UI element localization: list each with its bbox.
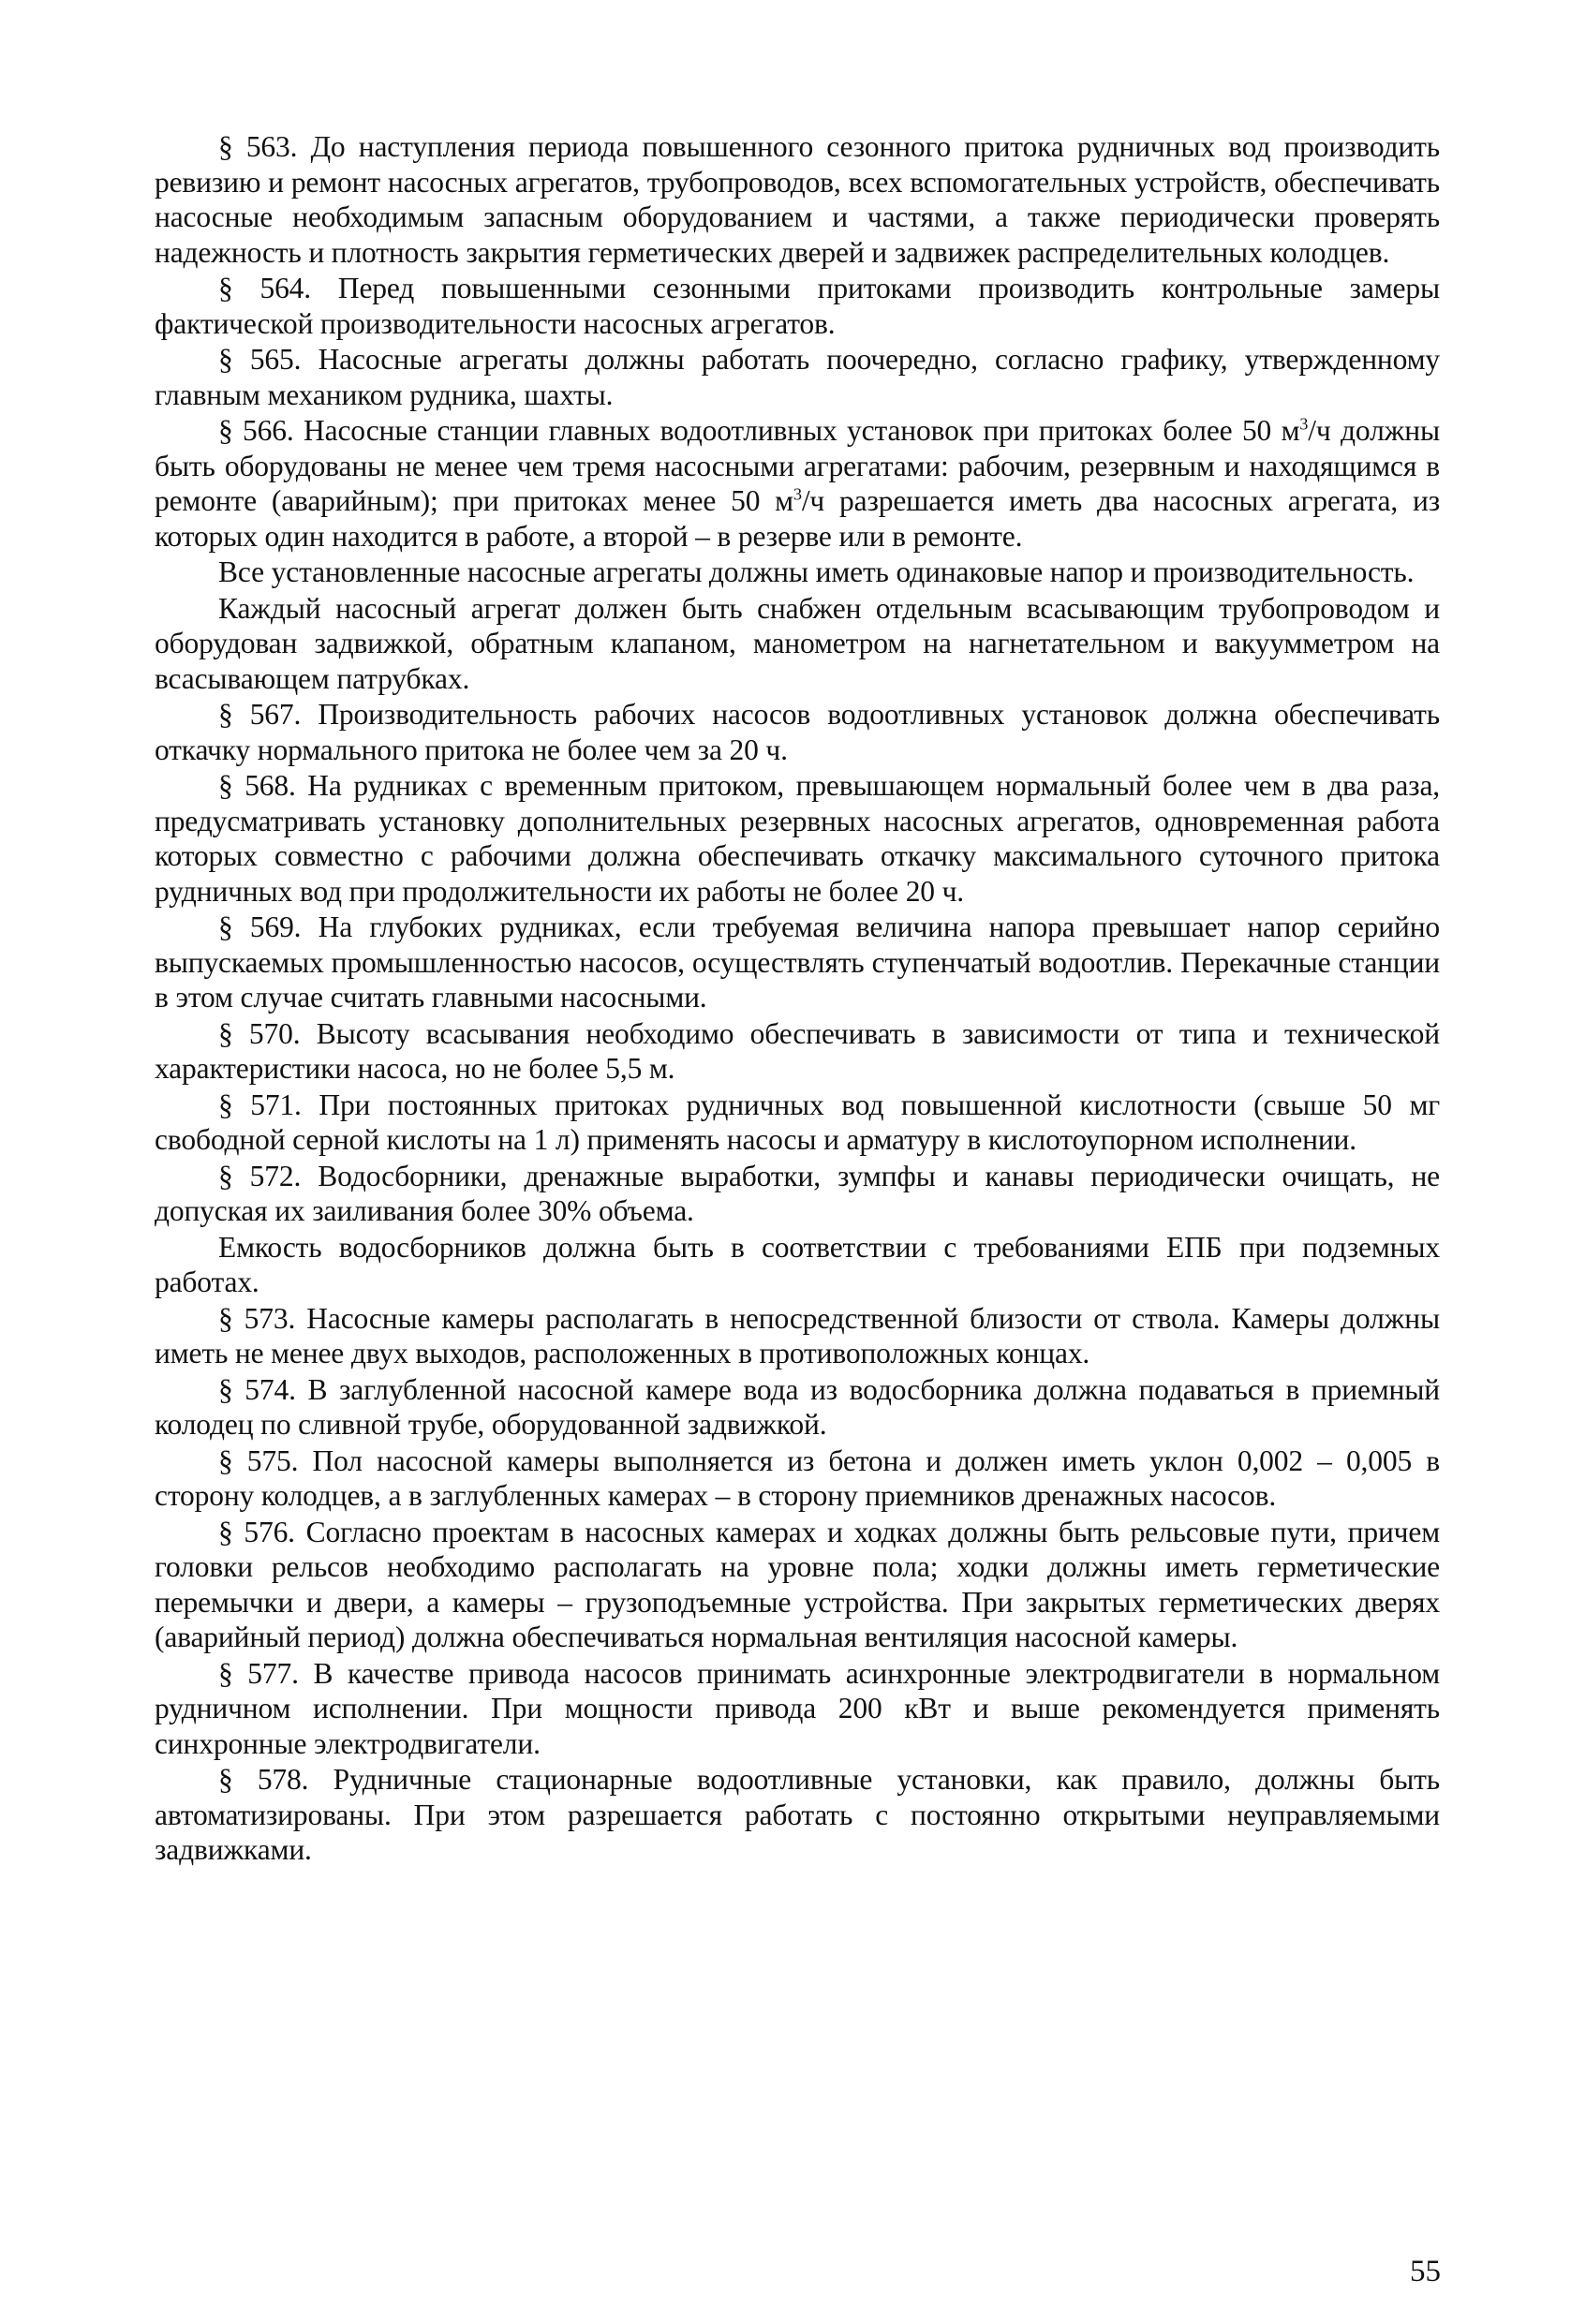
section-566-part-2: /ч должны быть оборудованы не менее чем тремя насосными агрегатами: рабочим, резервным и находящимся в ремонте (аварийным); при притоках менее 50 м — [155, 414, 1440, 517]
section-566-part-1: § 566. Насосные станции главных водоотливных установок при притоках более 50 м — [218, 414, 1300, 447]
section-566-part-3: /ч разрешается иметь два насосных агрегата, из которых один находится в работе, а второй – в резерве или в ремонте. — [155, 484, 1440, 553]
section-578: § 578. Рудничные стационарные водоотливные установки, как правило, должны быть автоматизированы. При этом разрешается работать с постоянно открытыми неуправляемыми задвижками. — [155, 1763, 1440, 1866]
section-570: § 570. Высоту всасывания необходимо обеспечивать в зависимости от типа и технической характеристики насоса, но не более 5,5 м. — [155, 1016, 1440, 1085]
section-575: § 575. Пол насосной камеры выполняется из бетона и должен иметь уклон 0,002 – 0,005 в сторону колодцев, а в заглубленных камерах – в сторону приемников дренажных насосов. — [155, 1443, 1440, 1512]
section-571: § 571. При постоянных притоках рудничных вод повышенной кислотности (свыше 50 мг свободной серной кислоты на 1 л) применять насосы и арматуру в кислотоупорном исполнении. — [155, 1088, 1440, 1156]
section-563: § 563. До наступления периода повышенного сезонного притока рудничных вод производить ревизию и ремонт насосных агрегатов, трубопроводов, всех вспомогательных устройств, обеспечивать насосные необходимым запасным оборудованием и частями, а также периодически проверять надежность и плотность закрытия герметических дверей и задвижек распределительных колодцев. — [155, 130, 1440, 269]
page-number: 55 — [1410, 2255, 1441, 2288]
section-565: § 565. Насосные агрегаты должны работать поочередно, согласно графику, утвержденному главным механиком рудника, шахты. — [155, 343, 1440, 411]
section-572: § 572. Водосборники, дренажные выработки, зумпфы и канавы периодически очищать, не допуская их заиливания более 30% объема. — [155, 1159, 1440, 1227]
superscript-cubed-1: 3 — [1299, 414, 1309, 434]
section-569: § 569. На глубоких рудниках, если требуемая величина напора превышает напор серийно выпускаемых промышленностью насосов, осуществлять ступенчатый водоотлив. Перекачные станции в этом случае считать главными насосными. — [155, 910, 1440, 1014]
section-566 — [155, 413, 1440, 554]
section-566-paragraph-2: Все установленные насосные агрегаты должны иметь одинаковые напор и производительность. — [218, 555, 1415, 588]
section-566-paragraph-3: Каждый насосный агрегат должен быть снабжен отдельным всасывающим трубопроводом и оборудован задвижкой, обратным клапаном, манометром на нагнетательном и вакуумметром на всасывающем патрубках. — [155, 591, 1440, 695]
section-576: § 576. Согласно проектам в насосных камерах и ходках должны быть рельсовые пути, причем головки рельсов необходимо располагать на уровне пола; ходки должны иметь герметические перемычки и двери, а камеры – грузоподъемные устройства. При закрытых герметических дверях (аварийный период) должна обеспечиваться нормальная вентиляция насосной камеры. — [155, 1515, 1440, 1653]
section-574: § 574. В заглубленной насосной камере вода из водосборника должна подаваться в приемный колодец по сливной трубе, оборудованной задвижкой. — [155, 1372, 1440, 1441]
section-564: § 564. Перед повышенными сезонными притоками производить контрольные замеры фактической производительности насосных агрегатов. — [155, 272, 1440, 340]
section-567: § 567. Производительность рабочих насосов водоотливных установок должна обеспечивать откачку нормального притока не более чем за 20 ч. — [155, 698, 1440, 766]
section-577: § 577. В качестве привода насосов принимать асинхронные электродвигатели в нормальном рудничном исполнении. При мощности привода 200 кВт и выше рекомендуется применять синхронные электродвигатели. — [155, 1656, 1440, 1760]
superscript-cubed-2: 3 — [793, 484, 802, 504]
section-573: § 573. Насосные камеры располагать в непосредственной близости от ствола. Камеры должны иметь не менее двух выходов, расположенных в противоположных концах. — [155, 1301, 1440, 1369]
page-body — [155, 129, 1440, 1869]
section-572-paragraph-2: Емкость водосборников должна быть в соответствии с требованиями ЕПБ при подземных работах. — [155, 1230, 1440, 1298]
section-568: § 568. На рудниках с временным притоком, превышающем нормальный более чем в два раза, предусматривать установку дополнительных резервных насосных агрегатов, одновременная работа которых совместно с рабочими должна обеспечивать откачку максимального суточного притока рудничных вод при продолжительности их работы не более 20 ч. — [155, 769, 1440, 908]
